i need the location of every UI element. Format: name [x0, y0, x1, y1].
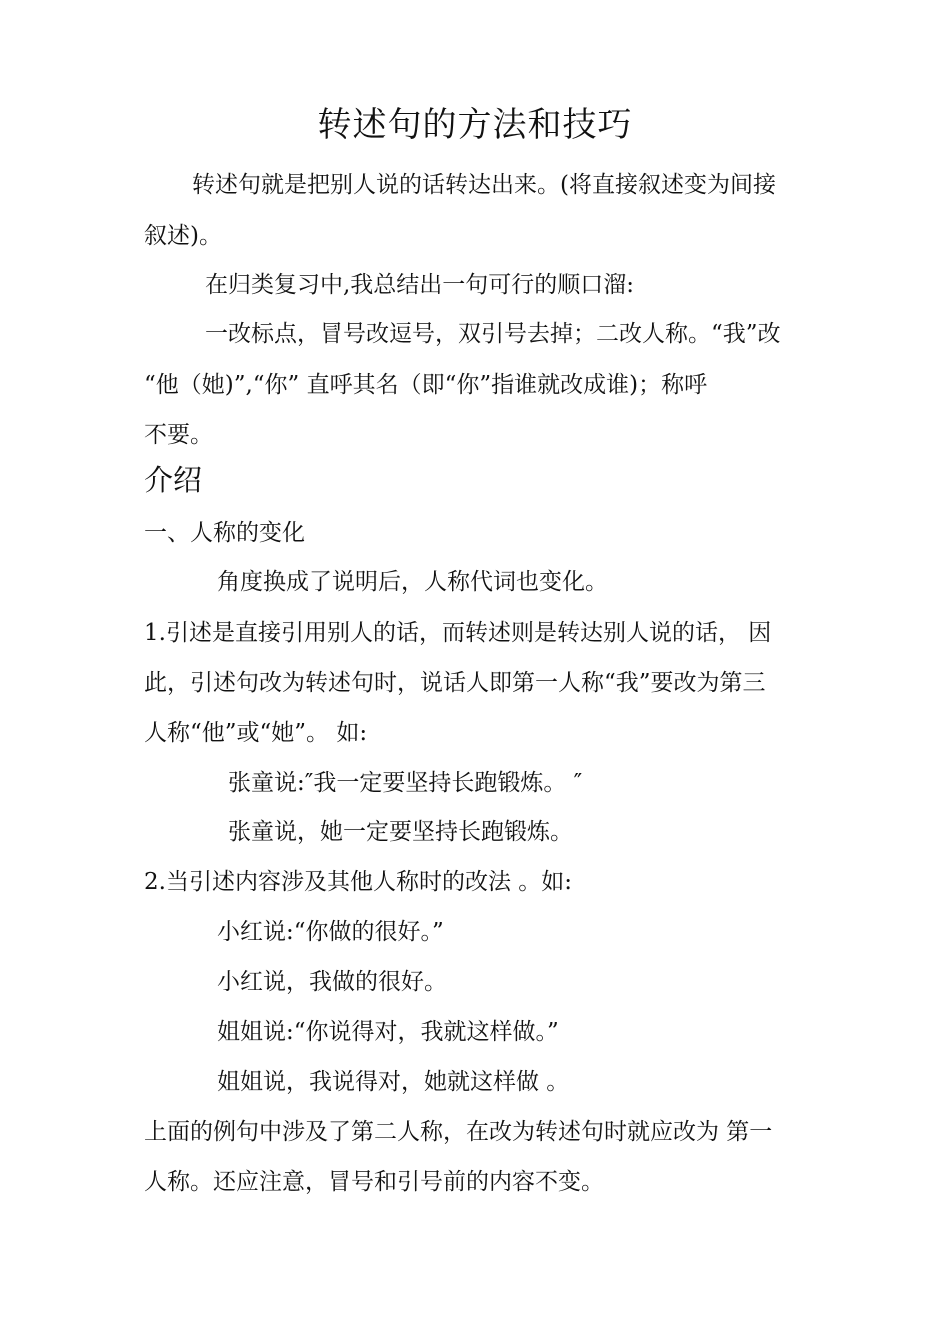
- point2-text: 2.当引述内容涉及其他人称时的改法 。如:: [144, 869, 573, 895]
- intro-line-2: 叙述)。: [144, 223, 222, 249]
- point1-line-2: 此，引述句改为转述句时，说话人即第一人称“我”要改为第三: [144, 670, 766, 696]
- point1-line-1: 1.引述是直接引用别人的话，而转述则是转达别人说的话， 因: [144, 620, 772, 646]
- section-heading: 介绍: [144, 463, 203, 497]
- point1-line-3: 人称“他”或“她”。 如:: [144, 720, 368, 746]
- section1-heading: 一、人称的变化: [144, 520, 305, 546]
- conclusion-line-1: 上面的例句中涉及了第二人称，在改为转述句时就应改为 第一: [144, 1119, 773, 1145]
- rhyme-line-1: 一改标点，冒号改逗号，双引号去掉；二改人称。“我”改: [205, 321, 781, 347]
- example2-reported-2: 姐姐说，我说得对，她就这样做 。: [217, 1069, 570, 1095]
- example1-reported: 张童说，她一定要坚持长跑锻炼。: [228, 819, 573, 845]
- page-title: 转述句的方法和技巧: [317, 105, 633, 145]
- example1-quote: 张童说:″我一定要坚持长跑锻炼。 ″: [228, 770, 583, 796]
- summary-text: 在归类复习中,我总结出一句可行的顺口溜:: [205, 272, 635, 298]
- section1-lead: 角度换成了说明后，人称代词也变化。: [217, 569, 608, 595]
- rhyme-line-2: “他（她)”,“你” 直呼其名（即“你”指谁就改成谁)；称呼: [144, 372, 708, 398]
- example2-quote-1: 小红说:“你做的很好。”: [217, 919, 444, 945]
- rhyme-line-3: 不要。: [144, 422, 213, 448]
- conclusion-line-2: 人称。还应注意，冒号和引号前的内容不变。: [144, 1169, 604, 1195]
- example2-quote-2: 姐姐说:“你说得对，我就这样做。”: [217, 1019, 559, 1045]
- intro-line-1: 转述句就是把别人说的话转达出来。(将直接叙述变为间接: [192, 172, 776, 198]
- example2-reported-1: 小红说，我做的很好。: [217, 969, 447, 995]
